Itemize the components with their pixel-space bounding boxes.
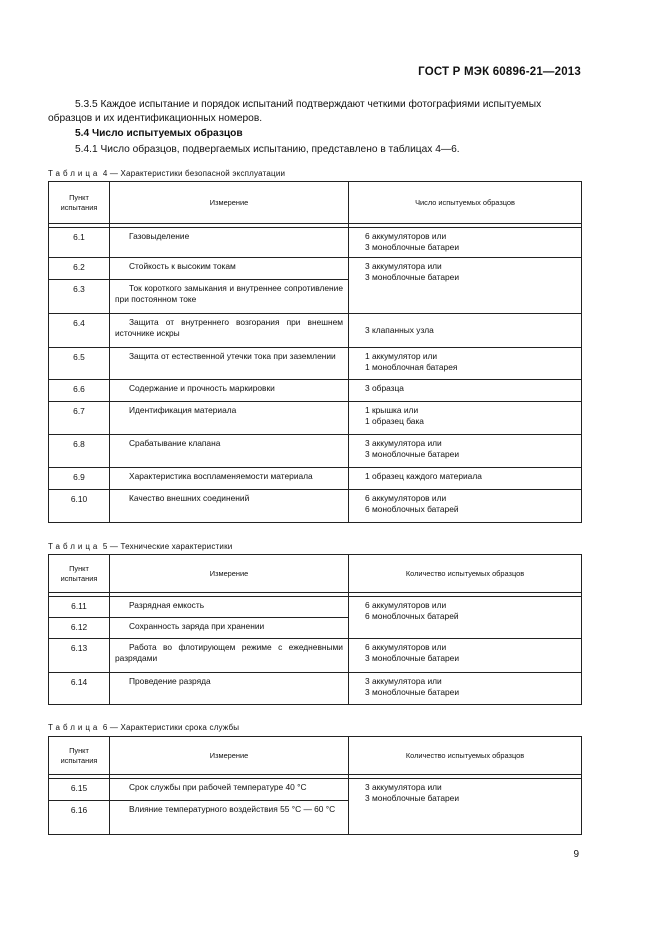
table-4 xyxy=(48,181,582,523)
table4-cell-num: 6.7 xyxy=(49,402,110,435)
table4-cell-samples xyxy=(349,468,582,490)
table4-header-row xyxy=(49,182,582,224)
table4-cell-measurement xyxy=(110,258,349,280)
table-row xyxy=(49,639,582,673)
table5-cell-measurement xyxy=(110,639,349,673)
table4-cell-samples xyxy=(349,490,582,523)
table4-cell-samples-text: 3 аккумулятора или 3 моноблочные батареи xyxy=(365,438,460,459)
table4-cell-measurement-text: Газовыделение xyxy=(129,231,190,241)
table5-cell-measurement-text: Работа во флотирующем режиме с ежедневными разрядами xyxy=(115,642,343,663)
table5-cell-measurement-text: Сохранность заряда при хранении xyxy=(129,621,265,631)
table4-cell-samples-text: 3 клапанных узла xyxy=(365,325,434,335)
table5-cell-measurement xyxy=(110,597,349,618)
table6-cell-num: 6.16 xyxy=(49,801,110,835)
table5-caption-word: Таблица xyxy=(48,542,101,551)
table5-caption xyxy=(48,542,232,551)
table5-cell-num: 6.12 xyxy=(49,618,110,639)
table6-header-row xyxy=(49,737,582,775)
table6-cell-num: 6.15 xyxy=(49,779,110,801)
table5-cell-measurement xyxy=(110,618,349,639)
table5-header-num: Пункт испытания xyxy=(49,555,110,593)
table4-cell-num: 6.8 xyxy=(49,435,110,468)
table4-cell-measurement-text: Идентификация материала xyxy=(129,405,237,415)
table4-cell-measurement xyxy=(110,402,349,435)
table4-cell-measurement-text: Стойкость к высоким токам xyxy=(129,261,236,271)
table5-cell-measurement xyxy=(110,673,349,705)
table-row xyxy=(49,258,582,280)
table4-cell-num: 6.5 xyxy=(49,348,110,380)
table4-caption-title: 4 — Характеристики безопасной эксплуатации xyxy=(102,169,286,178)
table4-cell-samples-text: 6 аккумуляторов или 6 моноблочных батарей xyxy=(365,493,459,514)
table4-cell-samples-text: 6 аккумуляторов или 3 моноблочные батареи xyxy=(365,231,460,252)
table5-header-measurement: Измерение xyxy=(110,555,349,593)
table4-cell-measurement xyxy=(110,490,349,523)
table4-header-num: Пункт испытания xyxy=(49,182,110,224)
table-row xyxy=(49,435,582,468)
table4-cell-num: 6.10 xyxy=(49,490,110,523)
table4-cell-samples xyxy=(349,228,582,258)
table6-cell-measurement-text: Влияние температурного воздействия 55 °С — 60 °С xyxy=(129,804,336,814)
table5-cell-num: 6.11 xyxy=(49,597,110,618)
table-row xyxy=(49,228,582,258)
table6-header-samples: Количество испытуемых образцов xyxy=(349,737,582,775)
table-row xyxy=(49,348,582,380)
table4-cell-measurement-text: Защита от естественной утечки тока при заземлении xyxy=(129,351,336,361)
table6-cell-samples-text: 3 аккумулятора или 3 моноблочные батареи xyxy=(365,782,460,803)
table6-cell-samples xyxy=(349,779,582,835)
table5-cell-num: 6.14 xyxy=(49,673,110,705)
table5-cell-measurement-text: Проведение разряда xyxy=(129,676,211,686)
table4-cell-samples xyxy=(349,380,582,402)
page-number: 9 xyxy=(573,849,579,860)
table4-cell-measurement xyxy=(110,280,349,314)
table-row xyxy=(49,402,582,435)
table4-cell-samples xyxy=(349,258,582,314)
table-row xyxy=(49,779,582,801)
table5-cell-samples-text: 6 аккумуляторов или 6 моноблочных батарей xyxy=(365,600,459,621)
table4-cell-measurement xyxy=(110,228,349,258)
table4-cell-num: 6.6 xyxy=(49,380,110,402)
table4-cell-num: 6.3 xyxy=(49,280,110,314)
table4-caption-word: Таблица xyxy=(48,169,101,178)
table5-cell-samples xyxy=(349,597,582,639)
table6-cell-measurement xyxy=(110,779,349,801)
table4-cell-samples-text: 3 образца xyxy=(365,383,404,393)
table5-cell-measurement-text: Разрядная емкость xyxy=(129,600,205,610)
paragraph-5-4-1: 5.4.1 Число образцов, подвергаемых испытанию, представлено в таблицах 4—6. xyxy=(75,144,460,155)
table4-cell-measurement-text: Содержание и прочность маркировки xyxy=(129,383,275,393)
table-row xyxy=(49,380,582,402)
table5-header-row xyxy=(49,555,582,593)
table4-cell-samples xyxy=(349,435,582,468)
table-row xyxy=(49,673,582,705)
table5-header-samples: Количество испытуемых образцов xyxy=(349,555,582,593)
table4-cell-measurement xyxy=(110,468,349,490)
table4-cell-samples-text: 3 аккумулятора или 3 моноблочные батареи xyxy=(365,261,460,282)
table4-caption xyxy=(48,169,285,178)
table4-header-samples: Число испытуемых образцов xyxy=(349,182,582,224)
table-row xyxy=(49,468,582,490)
table4-cell-measurement-text: Срабатывание клапана xyxy=(129,438,221,448)
table4-cell-num: 6.2 xyxy=(49,258,110,280)
table-5 xyxy=(48,554,582,705)
table5-caption-title: 5 — Технические характеристики xyxy=(102,542,233,551)
table5-cell-samples xyxy=(349,673,582,705)
table-row xyxy=(49,314,582,348)
table6-header-measurement: Измерение xyxy=(110,737,349,775)
paragraph-5-3-5: 5.3.5 Каждое испытание и порядок испытаний подтверждают четкими фотографиями испытуемых образцов и их идентификационных номеров. xyxy=(48,99,542,124)
document-header: ГОСТ Р МЭК 60896-21—2013 xyxy=(418,66,581,78)
table6-cell-measurement xyxy=(110,801,349,835)
table4-cell-num: 6.1 xyxy=(49,228,110,258)
table5-cell-samples xyxy=(349,639,582,673)
table4-cell-samples-text: 1 аккумулятор или 1 моноблочная батарея xyxy=(365,351,458,372)
table-row xyxy=(49,597,582,618)
table6-caption xyxy=(48,723,239,732)
table6-cell-measurement-text: Срок службы при рабочей температуре 40 °С xyxy=(129,782,307,792)
table6-caption-word: Таблица xyxy=(48,723,101,732)
table4-cell-samples-text: 1 образец каждого материала xyxy=(365,471,482,481)
table4-cell-measurement-text: Качество внешних соединений xyxy=(129,493,250,503)
table4-cell-measurement xyxy=(110,435,349,468)
table-row xyxy=(49,490,582,523)
table4-header-measurement: Измерение xyxy=(110,182,349,224)
table4-cell-samples-text: 1 крышка или 1 образец бака xyxy=(365,405,424,426)
table4-cell-measurement-text: Защита от внутреннего возгорания при внешнем источнике искры xyxy=(115,317,343,338)
table4-cell-measurement xyxy=(110,348,349,380)
table4-cell-samples xyxy=(349,402,582,435)
table5-cell-samples-text: 3 аккумулятора или 3 моноблочные батареи xyxy=(365,676,460,697)
table6-header-num: Пункт испытания xyxy=(49,737,110,775)
table4-cell-num: 6.9 xyxy=(49,468,110,490)
table4-cell-samples xyxy=(349,348,582,380)
table6-caption-title: 6 — Характеристики срока службы xyxy=(102,723,240,732)
table-6 xyxy=(48,736,582,835)
table5-cell-num: 6.13 xyxy=(49,639,110,673)
table4-cell-num: 6.4 xyxy=(49,314,110,348)
table5-cell-samples-text: 6 аккумуляторов или 3 моноблочные батареи xyxy=(365,642,460,663)
table4-cell-measurement xyxy=(110,380,349,402)
table4-cell-measurement-text: Характеристика воспламеняемости материала xyxy=(129,471,313,481)
table4-cell-samples xyxy=(349,314,582,348)
section-heading-5-4: 5.4 Число испытуемых образцов xyxy=(75,128,243,139)
table4-cell-measurement xyxy=(110,314,349,348)
table4-cell-measurement-text: Ток короткого замыкания и внутреннее сопротивление при постоянном токе xyxy=(115,283,343,304)
